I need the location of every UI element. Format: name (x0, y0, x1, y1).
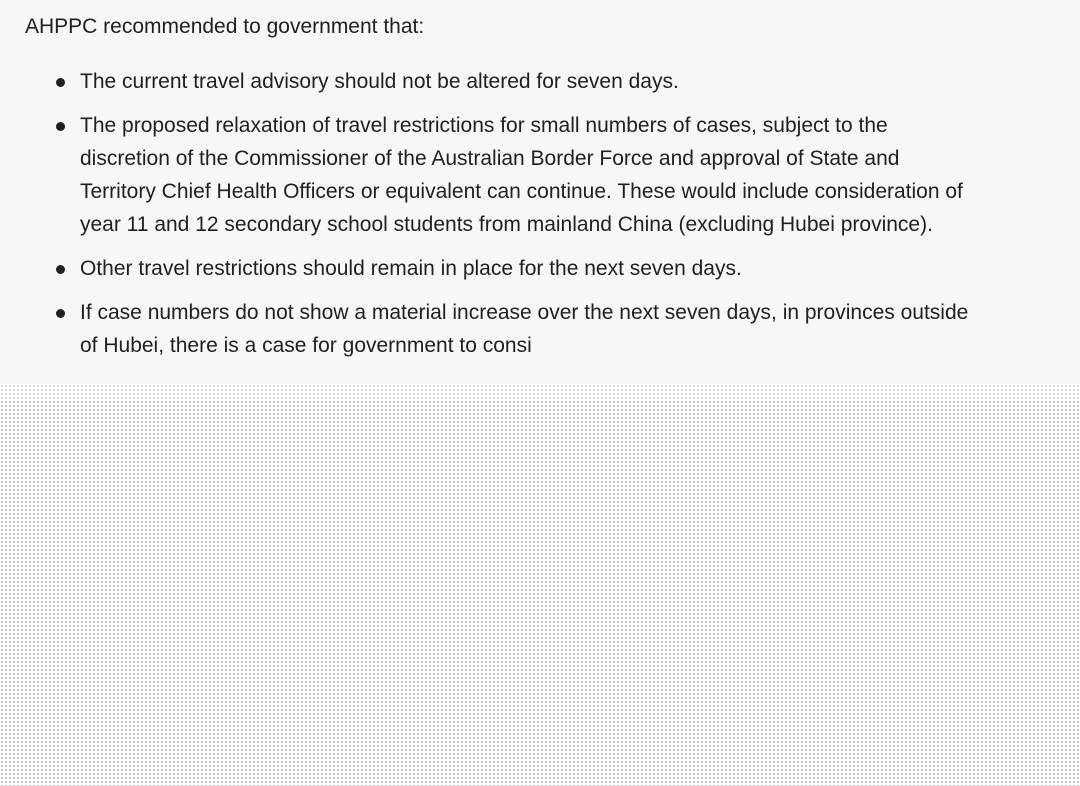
recommendation-list (25, 65, 1045, 362)
list-item-text: The current travel advisory should not be altered for seven days. (80, 70, 679, 93)
list-item (25, 109, 980, 241)
list-item (25, 252, 980, 285)
bullet-icon (56, 78, 65, 87)
document-body (25, 0, 1045, 373)
list-item-text: Other travel restrictions should remain in place for the next seven days. (80, 257, 742, 280)
list-item-text: The proposed relaxation of travel restrictions for small numbers of cases, subject to the discretion of the Commissioner of the Australian Border Force and approval of State and Territory Chief Health Officers or equivalent can continue. These would include consideration of year 11 and 12 secondary school students from mainland China (excluding Hubei province). (80, 114, 963, 236)
intro-paragraph: AHPPC recommended to government that: (25, 15, 425, 38)
list-item-text: If case numbers do not show a material increase over the next seven days, in provinces outside of Hubei, there is a case for government to consi (80, 301, 969, 357)
redaction-overlay (0, 384, 1080, 786)
bullet-icon (56, 122, 65, 131)
bullet-icon (56, 309, 65, 318)
bullet-icon (56, 265, 65, 274)
redaction-overlay-edge (0, 384, 1080, 400)
list-item (25, 65, 980, 98)
list-item (25, 296, 980, 362)
